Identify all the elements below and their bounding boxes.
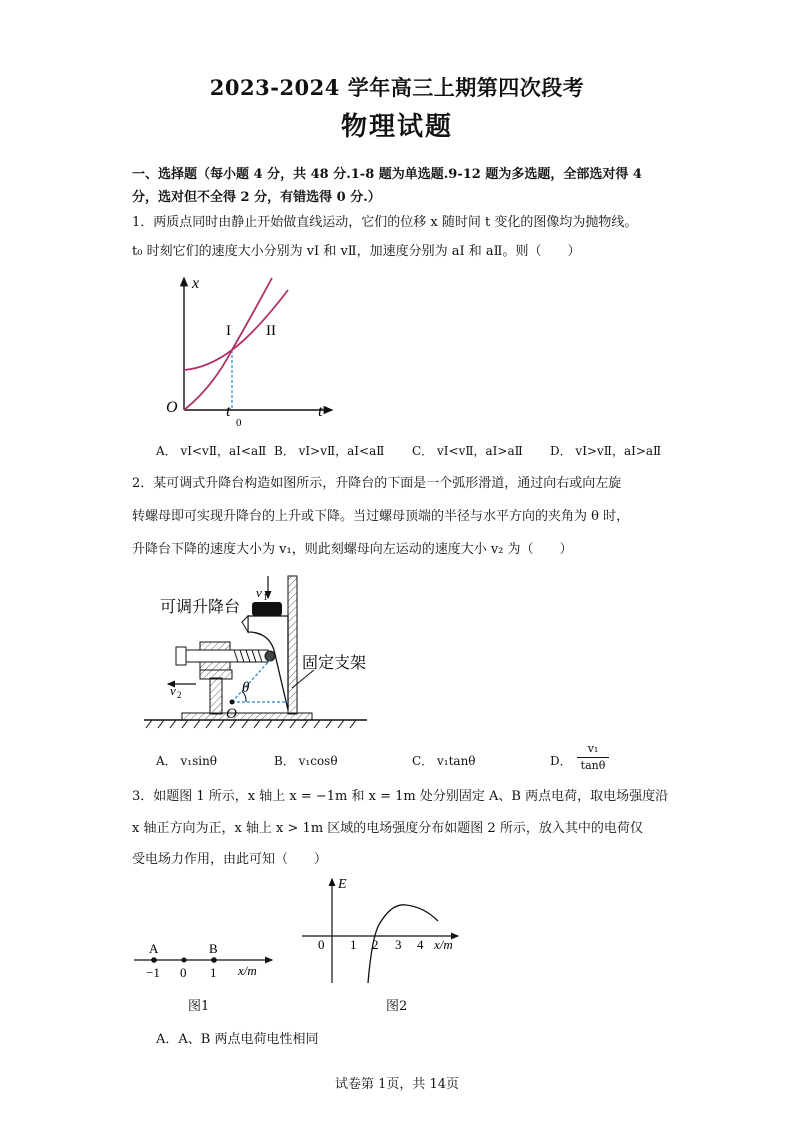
q2-fixed-bracket — [288, 576, 297, 714]
q1-option-c[interactable]: C． vⅠ<vⅡ，aⅠ>aⅡ — [412, 444, 523, 458]
q2-v1-sub: 1 — [263, 592, 268, 602]
q1-curve-I-label: I — [226, 323, 231, 339]
q3-fig2-e-label: E — [338, 877, 347, 892]
q3-fig2-axis-label: x/m — [434, 937, 453, 952]
q2-lift-diagram — [142, 570, 382, 735]
q1-option-d[interactable]: D． vⅠ>vⅡ，aⅠ>aⅡ — [550, 444, 662, 458]
q2-ground-hatch — [146, 720, 356, 728]
q2-v1-label: v — [256, 585, 262, 600]
q3-label-A: A — [149, 941, 159, 956]
q2-option-d-denominator: tanθ — [580, 759, 606, 772]
q2-option-b[interactable]: B． v₁cosθ — [274, 754, 338, 768]
q3-label-B: B — [209, 941, 218, 956]
q2-platform-weight — [252, 602, 282, 616]
q2-v2-label: v — [170, 683, 176, 698]
q3-text-line1: 3．如题图 1 所示，x 轴上 x = −1m 和 x = 1m 处分别固定 A、B 两点电荷，取电场强度沿 — [132, 789, 669, 804]
q3-fig2-tick-1: 1 — [350, 937, 357, 952]
q3-fig1-caption: 图1 — [188, 999, 210, 1014]
q3-fig2-tick-0: 0 — [318, 937, 325, 952]
q3-fig2-tick-3: 3 — [395, 937, 402, 952]
q3-tick-1: 1 — [210, 965, 217, 980]
q3-tick-neg1: −1 — [146, 965, 160, 980]
q3-charge-B — [211, 957, 217, 963]
q2-center-point — [230, 700, 235, 705]
section-heading-line1: 一、选择题（每小题 4 分，共 48 分.1-8 题为单选题.9-12 题为多选题，全部选对得 4 — [132, 167, 642, 182]
exam-subject-title: 物理试题 — [340, 112, 453, 142]
q1-text-line2: t₀ 时刻它们的速度大小分别为 vⅠ 和 vⅡ，加速度分别为 aⅠ 和 aⅡ。则（ ） — [132, 244, 581, 259]
q2-text-line1: 2．某可调式升降台构造如图所示，升降台的下面是一个弧形滑道，通过向右或向左旋 — [132, 476, 622, 491]
section-heading-line2: 分，选对但不全得 2 分，有错选得 0 分.） — [132, 190, 381, 205]
q2-option-a[interactable]: A． v₁sinθ — [156, 754, 218, 768]
q3-fig1-axis — [132, 935, 282, 990]
q1-curve-II — [184, 278, 272, 410]
q1-option-b[interactable]: B． vⅠ>vⅡ，aⅠ<aⅡ — [274, 444, 385, 458]
q1-t0-sub: 0 — [236, 417, 242, 429]
q2-option-c[interactable]: C． v₁tanθ — [412, 754, 476, 768]
q2-text-line2: 转螺母即可实现升降台的上升或下降。当过螺母顶端的半径与水平方向的夹角为 θ 时， — [132, 509, 630, 524]
q2-nut-post — [210, 678, 222, 714]
q3-fig2-caption: 图2 — [386, 999, 408, 1014]
q2-option-d[interactable]: D． — [550, 754, 572, 768]
q2-option-d-fraction-bar — [577, 757, 609, 758]
q2-text-line3: 升降台下降的速度大小为 v₁，则此刻螺母向左运动的速度大小 v₂ 为（ ） — [132, 542, 573, 557]
q3-fig2-graph — [300, 875, 465, 990]
q1-t0-label: t — [226, 403, 231, 420]
q3-text-line3: 受电场力作用，由此可知（ ） — [132, 852, 328, 867]
q2-bracket-label: 固定支架 — [302, 655, 367, 672]
q3-origin-point — [182, 958, 187, 963]
q3-tick-0: 0 — [180, 965, 187, 980]
q2-theta-label: θ — [242, 680, 250, 696]
q2-platform-lip — [242, 616, 248, 632]
q1-xt-graph — [160, 270, 340, 430]
q1-curve-II-label: II — [266, 323, 276, 339]
q1-y-axis-label: x — [192, 275, 200, 292]
q3-option-a[interactable]: A．A、B 两点电荷电性相同 — [156, 1032, 319, 1047]
q1-origin-label: O — [166, 399, 178, 416]
q2-post-cap — [200, 670, 232, 679]
q2-platform-label: 可调升降台 — [160, 599, 241, 616]
exam-title: 2023-2024 学年高三上期第四次段考 — [209, 75, 585, 100]
q2-platform-body — [248, 616, 288, 710]
q2-option-d-numerator: v₁ — [587, 742, 599, 755]
q2-radius-dash — [232, 660, 270, 702]
q1-option-a[interactable]: A． vⅠ<vⅡ，aⅠ<aⅡ — [156, 444, 267, 458]
q3-fig1-axis-label: x/m — [238, 963, 257, 978]
q2-origin-label: O — [226, 706, 237, 722]
q3-charge-A — [151, 957, 157, 963]
page-footer: 试卷第 1页，共 14页 — [334, 1077, 460, 1092]
q3-text-line2: x 轴正方向为正，x 轴上 x > 1m 区域的电场强度分布如题图 2 所示，放入其中的电荷仅 — [132, 821, 643, 836]
q3-fig2-curve — [368, 905, 438, 983]
q2-roller — [265, 651, 275, 661]
q1-text-line1: 1．两质点同时由静止开始做直线运动，它们的位移 x 随时间 t 变化的图像均为抛物线。 — [132, 215, 638, 230]
q2-v2-sub: 2 — [177, 690, 182, 700]
q3-fig2-tick-4: 4 — [417, 937, 424, 952]
q1-x-axis-label: t — [318, 403, 323, 420]
q3-fig2-tick-2: 2 — [372, 937, 379, 952]
q2-screw-head — [176, 647, 186, 665]
